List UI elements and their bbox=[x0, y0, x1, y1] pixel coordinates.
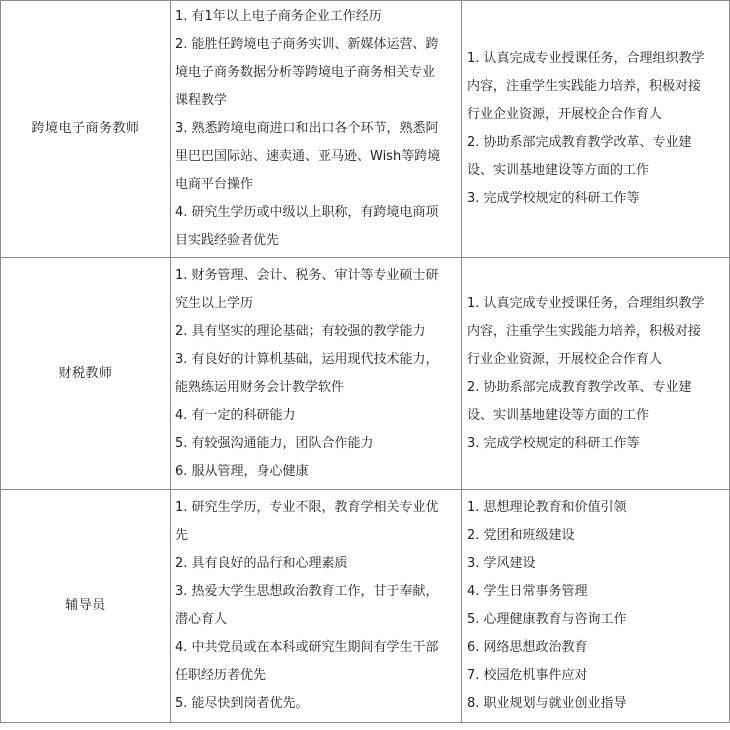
requirement-line: 5. 能尽快到岗者优先。 bbox=[175, 696, 309, 711]
requirement-line: 4. 中共党员或在本科或研究生期间有学生干部 bbox=[175, 640, 439, 655]
requirement-line: 4. 有一定的科研能力 bbox=[175, 407, 296, 423]
requirement-line: 2. 能胜任跨境电子商务实训、新媒体运营、跨 bbox=[175, 37, 439, 52]
duty-line: 1. 认真完成专业授课任务，合理组织教学 bbox=[467, 51, 705, 66]
duties-cell bbox=[462, 258, 730, 490]
requirement-line: 2. 具有良好的品行和心理素质 bbox=[175, 556, 348, 571]
duty-line: 3. 学风建设 bbox=[467, 556, 536, 571]
role-cell: 跨境电子商务教师 bbox=[1, 1, 171, 258]
requirement-line: 潜心育人 bbox=[175, 612, 228, 627]
requirement-line: 1. 财务管理、会计、税务、审计等专业硕士研 bbox=[175, 267, 439, 283]
table-row bbox=[1, 490, 730, 723]
duty-line: 8. 职业规划与就业创业指导 bbox=[467, 696, 627, 711]
duty-line: 设、实训基地建设等方面的工作 bbox=[467, 407, 650, 423]
requirement-line: 4. 研究生学历或中级以上职称，有跨境电商项 bbox=[175, 205, 439, 220]
duty-line: 3. 完成学校规定的科研工作等 bbox=[467, 435, 640, 451]
duty-line: 内容，注重学生实践能力培养，积极对接 bbox=[467, 323, 702, 339]
table-row bbox=[1, 258, 730, 490]
table-row bbox=[1, 1, 730, 258]
duty-line: 2. 协助系部完成教育教学改革、专业建 bbox=[467, 379, 692, 395]
duty-line: 1. 认真完成专业授课任务，合理组织教学 bbox=[467, 295, 705, 311]
requirement-line: 里巴巴国际站、速卖通、亚马逊、Wish等跨境 bbox=[175, 149, 441, 164]
duty-line: 6. 网络思想政治教育 bbox=[467, 640, 588, 655]
requirement-line: 1. 研究生学历，专业不限，教育学相关专业优 bbox=[175, 500, 439, 515]
duty-line: 7. 校园危机事件应对 bbox=[467, 668, 588, 683]
requirement-line: 任职经历者优先 bbox=[175, 668, 267, 683]
requirement-line: 2. 具有坚实的理论基础；有较强的教学能力 bbox=[175, 323, 426, 339]
requirement-line: 究生以上学历 bbox=[175, 295, 254, 311]
duty-line: 行业企业资源，开展校企合作育人 bbox=[467, 351, 663, 367]
duty-line: 5. 心理健康教育与咨询工作 bbox=[467, 612, 627, 627]
requirement-line: 能熟练运用财务会计教学软件 bbox=[175, 379, 345, 395]
duty-line: 3. 完成学校规定的科研工作等 bbox=[467, 191, 640, 206]
duty-line: 4. 学生日常事务管理 bbox=[467, 584, 588, 599]
requirement-line: 目实践经验者优先 bbox=[175, 233, 280, 248]
duty-line: 设、实训基地建设等方面的工作 bbox=[467, 163, 650, 178]
requirement-line: 先 bbox=[175, 528, 189, 543]
requirement-line: 电商平台操作 bbox=[175, 177, 254, 192]
duties-cell bbox=[462, 490, 730, 723]
requirements-cell bbox=[171, 490, 462, 723]
requirement-line: 5. 有较强沟通能力，团队合作能力 bbox=[175, 435, 374, 451]
duty-line: 2. 党团和班级建设 bbox=[467, 528, 575, 543]
requirement-line: 6. 服从管理，身心健康 bbox=[175, 463, 309, 479]
duty-line: 2. 协助系部完成教育教学改革、专业建 bbox=[467, 135, 692, 150]
requirements-cell bbox=[171, 258, 462, 490]
duty-line: 行业企业资源，开展校企合作育人 bbox=[467, 107, 663, 122]
requirement-line: 1. 有1年以上电子商务企业工作经历 bbox=[175, 9, 382, 24]
duty-line: 1. 思想理论教育和价值引领 bbox=[467, 500, 627, 515]
requirement-line: 境电子商务数据分析等跨境电子商务相关专业 bbox=[175, 65, 436, 80]
duties-cell bbox=[462, 1, 730, 258]
role-cell: 财税教师 bbox=[1, 258, 171, 490]
role-cell: 辅导员 bbox=[1, 490, 171, 723]
requirement-line: 3. 有良好的计算机基础，运用现代技术能力， bbox=[175, 351, 439, 367]
requirement-line: 3. 熟悉跨境电商进口和出口各个环节，熟悉阿 bbox=[175, 121, 439, 136]
requirement-line: 课程教学 bbox=[175, 93, 228, 108]
duty-line: 内容，注重学生实践能力培养，积极对接 bbox=[467, 79, 702, 94]
requirements-cell bbox=[171, 1, 462, 258]
requirement-line: 3. 热爱大学生思想政治教育工作，甘于奉献， bbox=[175, 584, 439, 599]
